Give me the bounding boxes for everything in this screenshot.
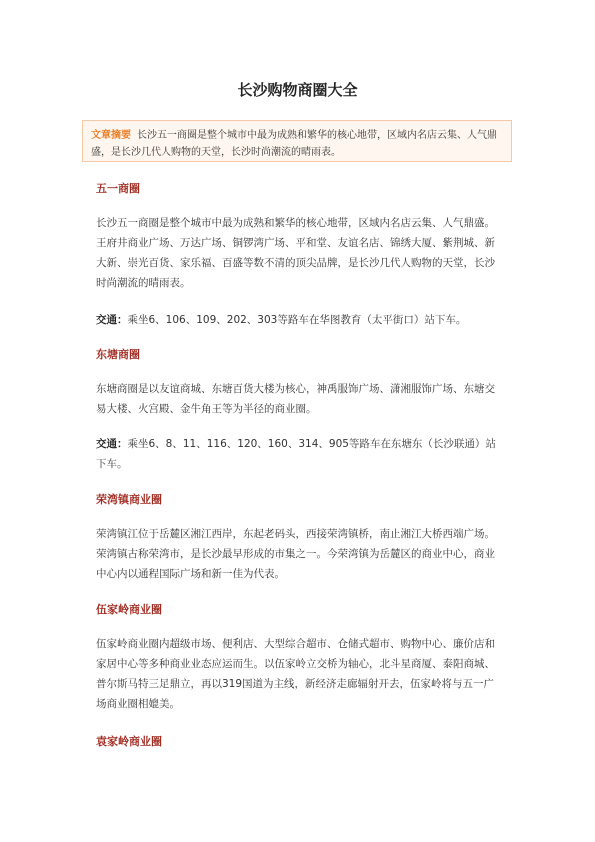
section-body-rongwanzhen: 荣湾镇江位于岳麓区湘江西岸，东起老码头，西接荣湾镇桥，南止湘江大桥西端广场。荣湾镇古称荣湾市，是长沙最早形成的市集之一。今荣湾镇为岳麓区的商业中心，商业中心内以通程国际广场和新一佳为代表。 <box>96 528 495 580</box>
summary-text: 长沙五一商圈是整个城市中最为成熟和繁华的核心地带，区域内名店云集、人气鼎盛，是长沙几代人购物的天堂，长沙时尚潮流的晴雨表。 <box>91 130 497 158</box>
section-heading-wuyi: 五一商圈 <box>96 182 140 195</box>
section-body-wuyi: 长沙五一商圈是整个城市中最为成熟和繁华的核心地带，区域内名店云集、人气鼎盛。王府井商业广场、万达广场、铜锣湾广场、平和堂、友谊名店、锦绣大厦、紫荆城、新大新、崇光百货、家乐福、百盛等数不清的顶尖品牌，是长沙几代人购物的天堂，长沙时尚潮流的晴雨表。 <box>96 217 495 289</box>
traffic-text: 乘坐6、8、11、116、120、160、314、905等路车在东塘东（长沙联通）站下车。 <box>96 438 496 470</box>
section-heading-dongtang: 东塘商圈 <box>96 348 140 361</box>
section-body-dongtang: 东塘商圈是以友谊商城、东塘百货大楼为核心，神禹服饰广场、潇湘服饰广场、东塘交易大楼、火宫殿、金牛角王等为半径的商业圈。 <box>96 383 495 415</box>
section-heading-yuanjialing: 袁家岭商业圈 <box>96 735 162 748</box>
section-heading-wujialing: 伍家岭商业圈 <box>96 603 162 616</box>
section-heading-rongwanzhen: 荣湾镇商业圈 <box>96 493 162 506</box>
section-traffic-dongtang <box>96 434 500 474</box>
traffic-label: 交通： <box>96 438 128 450</box>
traffic-text: 乘坐6、106、109、202、303等路车在华图教育（太平街口）站下车。 <box>127 314 467 326</box>
section-body-wujialing: 伍家岭商业圈内超级市场、便利店、大型综合超市、仓储式超市、购物中心、廉价店和家居中心等多种商业业态应运而生。以伍家岭立交桥为轴心，北斗星商厦、泰阳商城、普尔斯马特三足鼎立，再以319国道为主线，新经济走廊辐射开去，伍家岭将与五一广场商业圈相媲美。 <box>96 638 495 710</box>
page-title: 长沙购物商圈大全 <box>237 81 358 99</box>
traffic-label: 交通： <box>96 314 128 326</box>
summary-box <box>82 120 512 162</box>
section-traffic-wuyi <box>96 310 500 330</box>
summary-label: 文章摘要 <box>91 130 131 141</box>
